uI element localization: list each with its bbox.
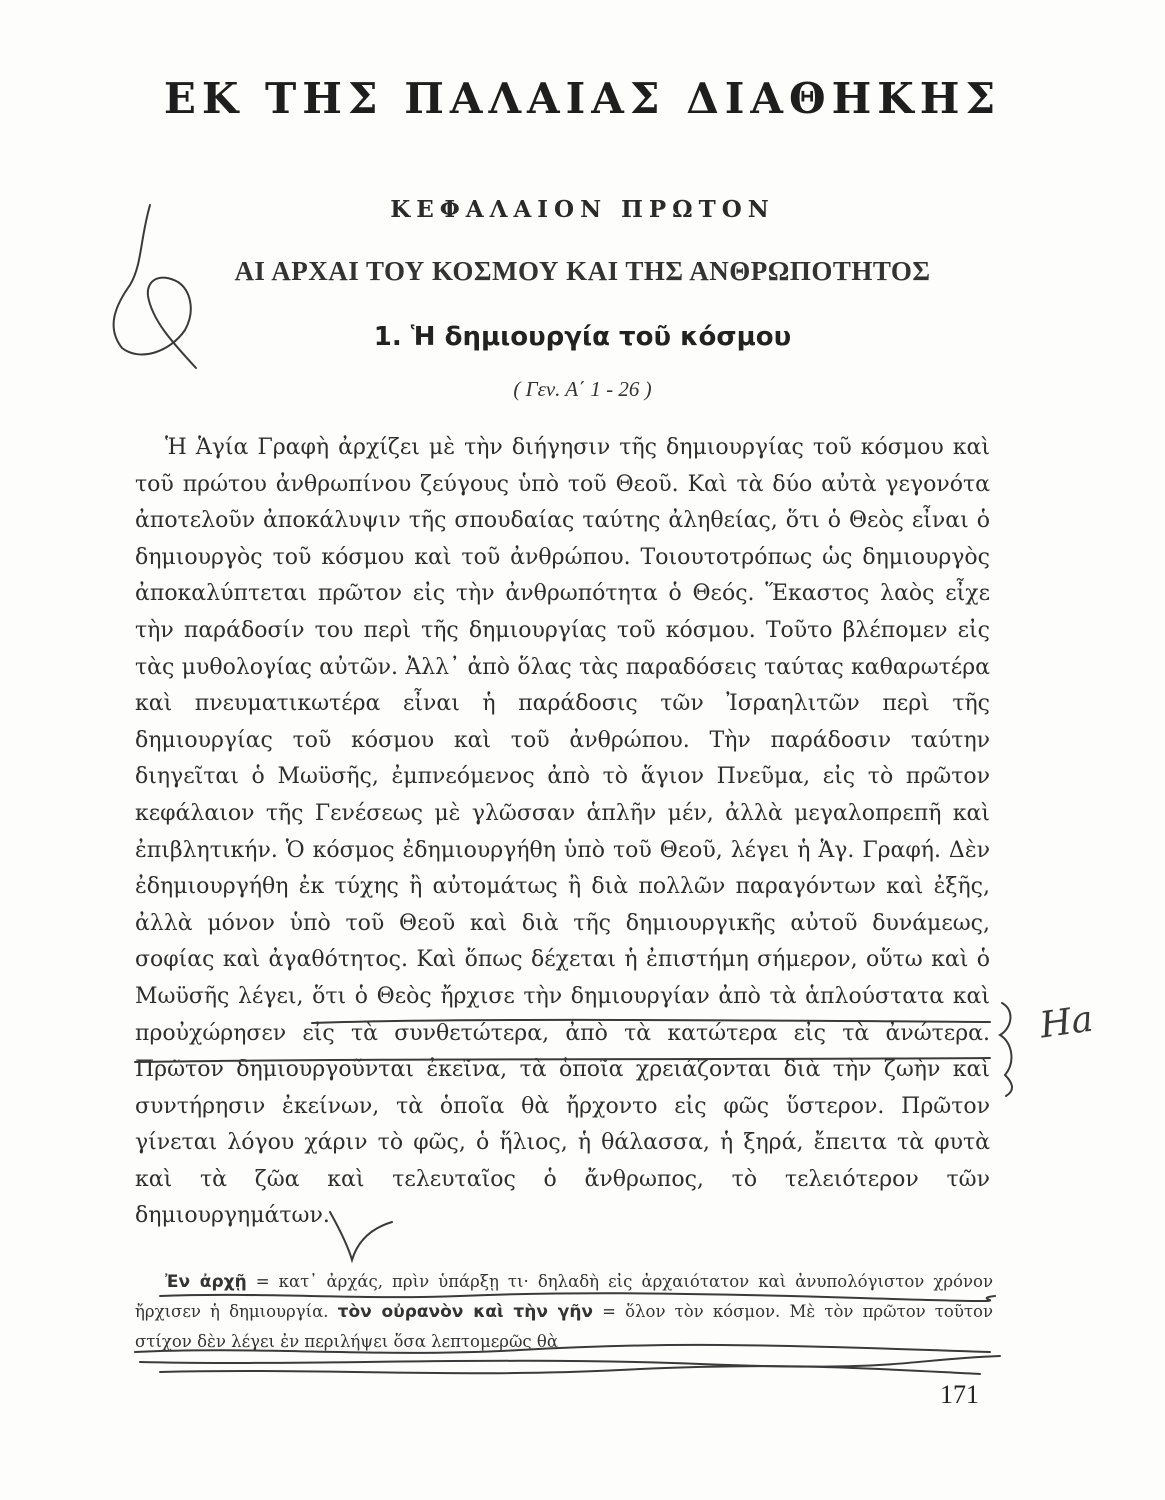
body-text [135,430,990,1235]
note-text: = κατ᾽ ἀρχάς, πρὶν ὑπάρξῃ τι· δηλαδὴ εἰς ἀρχαιότατον καὶ ἀνυπολόγιστον χρόνον ἤρχισεν ἡ δημιουργία. [135,1272,993,1321]
footnote-paragraph [135,1267,993,1357]
note-term: τὸν οὐρανὸν καὶ τὴν γῆν [337,1302,594,1322]
scripture-reference: ( Γεν. Α΄ 1 - 26 ) [513,377,652,401]
handwritten-margin-note: Ha [1037,998,1096,1047]
right-brace-scribble [1000,1003,1012,1096]
chapter-heading: ΚΕΦΑΛΑΙΟΝ ΠΡΩΤΟΝ [390,196,775,223]
note-text: = ὅλον τὸν κόσμον. Μὲ τὸν πρῶτον τοῦτον στίχον δὲν λέγει ἐν περιλήψει ὅσα λεπτομερῶς θὰ [135,1302,993,1351]
page-number: 171 [940,1380,979,1409]
chapter-subtitle: ΑΙ ΑΡΧΑΙ ΤΟΥ ΚΟΣΜΟΥ ΚΑΙ ΤΗΣ ΑΝΘΡΩΠΟΤΗΤΟΣ [234,256,931,286]
footnotes [135,1267,993,1357]
page-title: ΕΚ ΤΗΣ ΠΑΛΑΙΑΣ ΔΙΑΘΗΚΗΣ [163,74,1002,123]
body-paragraph: Ἡ Ἁγία Γραφὴ ἀρχίζει μὲ τὴν διήγησιν τῆς δημιουργίας τοῦ κόσμου καὶ τοῦ πρώτου ἀνθρωπίνου ζεύγους ὑπὸ τοῦ Θεοῦ. Καὶ τὰ δύο αὐτὰ γεγονότα ἀποτελοῦν ἀποκάλυψιν τῆς σπουδαίας ταύτης ἀληθείας, ὅτι ὁ Θεὸς εἶναι ὁ δημιουργὸς τοῦ κόσμου καὶ τοῦ ἀνθρώπου. Τοιουτοτρόπως ὡς δημιουργὸς ἀποκαλύπτεται πρῶτον εἰς τὴν ἀνθρωπότητα ὁ Θεός. Ἕκαστος λαὸς εἶχε τὴν παράδοσίν του περὶ τῆς δημιουργίας τοῦ κόσμου. Τοῦτο βλέπομεν εἰς τὰς μυθολογίας αὐτῶν. Ἀλλ᾽ ἀπὸ ὅλας τὰς παραδόσεις ταύτας καθαρωτέρα καὶ πνευματικωτέρα εἶναι ἡ παράδοσις τῶν Ἰσραηλιτῶν περὶ τῆς δημιουργίας τοῦ κόσμου καὶ τοῦ ἀνθρώπου. Τὴν παράδοσιν ταύτην διηγεῖται ὁ Μωϋσῆς, ἐμπνεόμενος ἀπὸ τὸ ἅγιον Πνεῦμα, εἰς τὸ πρῶτον κεφάλαιον τῆς Γενέσεως μὲ γλῶσσαν ἁπλῆν μέν, ἀλλὰ μεγαλοπρεπῆ καὶ ἐπιβλητικήν. Ὁ κόσμος ἐδημιουργήθη ὑπὸ τοῦ Θεοῦ, λέγει ἡ Ἁγ. Γραφή. Δὲν ἐδημιουργήθη ἐκ τύχης ἢ αὐτομάτως ἢ διὰ πολλῶν παραγόντων καὶ ἐξῆς, ἀλλὰ μόνον ὑπὸ τοῦ Θεοῦ καὶ διὰ τῆς δημιουργικῆς αὐτοῦ δυνάμεως, σοφίας καὶ ἀγαθότητος. Καὶ ὅπως δέχεται ἡ ἐπιστήμη σήμερον, οὕτω καὶ ὁ Μωϋσῆς λέγει, ὅτι ὁ Θεὸς ἤρχισε τὴν δημιουργίαν ἀπὸ τὰ ἁπλούστατα καὶ προὐχώρησεν εἰς τὰ συνθετώτερα, ἀπὸ τὰ κατώτερα εἰς τὰ ἀνώτερα. Πρῶτον δημιουργοῦνται ἐκεῖνα, τὰ ὁποῖα χρειάζονται διὰ τὴν ζωὴν καὶ συντήρησιν ἐκείνων, τὰ ὁποῖα θὰ ἤρχοντο εἰς φῶς ὕστερον. Πρῶτον γίνεται λόγου χάριν τὸ φῶς, ὁ ἥλιος, ἡ θάλασσα, ἡ ξηρά, ἔπειτα τὰ φυτὰ καὶ τὰ ζῶα καὶ τελευταῖος ὁ ἄνθρωπος, τὸ τελειότερον τῶν δημιουργημάτων. [135,435,990,1229]
note-term: Ἐν ἀρχῇ [165,1272,247,1292]
wavy-underline-scribble [140,1356,1000,1367]
section-title: 1. Ἡ δημιουργία τοῦ κόσμου [373,322,792,352]
wavy-underline-scribble [160,1366,980,1374]
